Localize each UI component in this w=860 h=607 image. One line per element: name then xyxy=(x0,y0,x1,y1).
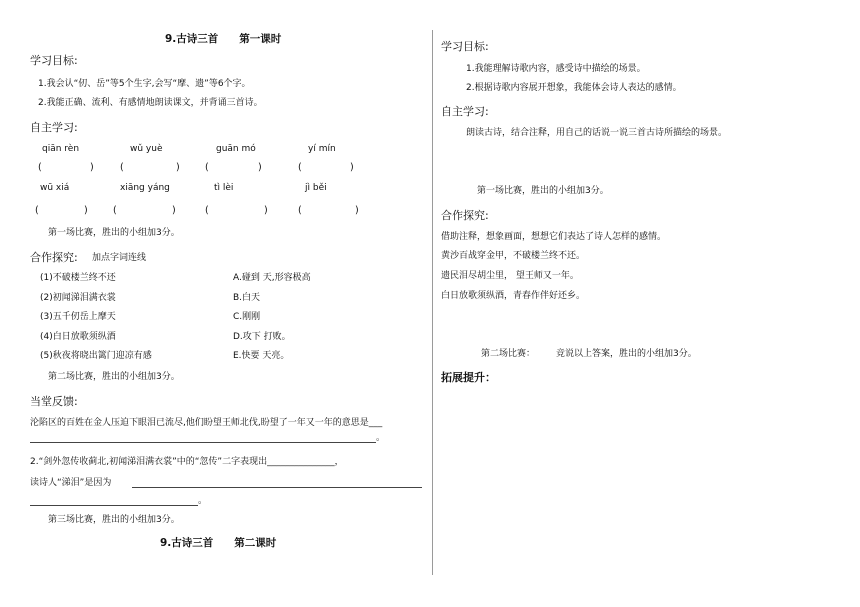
answer-paren-close: ) xyxy=(264,205,268,216)
answer-line[interactable] xyxy=(132,487,422,488)
cooperation-text: 借助注释，想象画面，想想它们表达了诗人怎样的感情。 xyxy=(441,232,667,242)
answer-paren-close: ) xyxy=(176,162,180,173)
self-study-heading: 自主学习: xyxy=(441,105,489,118)
feedback-question-2: 2.“剑外忽传收蓟北,初闻涕泪满衣裳”中的“忽传”二字表现出_______________， xyxy=(30,457,344,467)
column-divider xyxy=(432,30,433,575)
pinyin-label: xiāng yáng xyxy=(120,183,170,193)
pinyin-label: tì lèi xyxy=(214,183,234,193)
contest-1-note: 第一场比赛，胜出的小组加3分。 xyxy=(48,228,180,238)
answer-paren-open: ( xyxy=(205,205,209,216)
match-left-item: (5)秋夜将晓出篱门迎凉有感 xyxy=(40,351,152,361)
poem-line: 黄沙百战穿金甲，不破楼兰终不还。 xyxy=(441,251,586,261)
cooperation-heading: 合作探究: xyxy=(30,251,78,264)
learning-goal-1: 1.我会认“仞、岳”等5个生字,会写“摩、遗”等6个字。 xyxy=(38,79,251,89)
feedback-heading: 当堂反馈: xyxy=(30,395,78,408)
learning-goals-heading: 学习目标: xyxy=(441,40,489,53)
match-right-item: C.刚刚 xyxy=(233,312,261,322)
pinyin-label: jì běi xyxy=(305,183,327,193)
answer-paren-open: ( xyxy=(113,205,117,216)
answer-paren-close: ) xyxy=(258,162,262,173)
match-left-item: (4)白日放歌须纵酒 xyxy=(40,332,116,342)
pinyin-label: wǔ yuè xyxy=(130,144,163,154)
contest-3-note: 第三场比赛，胜出的小组加3分。 xyxy=(48,515,180,525)
match-left-item: (2)初闻涕泪满衣裳 xyxy=(40,293,116,303)
answer-paren-open: ( xyxy=(205,162,209,173)
pinyin-label: qiān rèn xyxy=(42,144,80,154)
contest-2-note: 第二场比赛，胜出的小组加3分。 xyxy=(48,372,180,382)
feedback-question-2b: 读诗人“涕泪”是因为 xyxy=(30,478,112,488)
contest-2-note: 竞说以上答案，胜出的小组加3分。 xyxy=(556,349,697,359)
answer-paren-open: ( xyxy=(298,162,302,173)
lesson1-title: 9.古诗三首 第一课时 xyxy=(165,33,282,45)
answer-paren-close: ) xyxy=(350,162,354,173)
answer-line[interactable] xyxy=(30,442,376,443)
match-right-item: E.快要 天亮。 xyxy=(233,351,290,361)
question-2-end: 。 xyxy=(198,496,208,506)
cooperation-heading: 合作探究: xyxy=(441,209,489,222)
answer-paren-close: ) xyxy=(90,162,94,173)
question-1-end: 。 xyxy=(376,433,386,443)
match-left-item: (1)不破楼兰终不还 xyxy=(40,273,116,283)
answer-paren-close: ) xyxy=(355,205,359,216)
poem-line: 白日放歌须纵酒，青春作伴好还乡。 xyxy=(441,291,586,301)
match-right-item: D.攻下 打败。 xyxy=(233,332,291,342)
answer-paren-open: ( xyxy=(38,162,42,173)
match-left-item: (3)五千仞岳上摩天 xyxy=(40,312,116,322)
answer-line[interactable] xyxy=(30,505,198,506)
pinyin-label: yí mín xyxy=(308,144,336,154)
answer-paren-open: ( xyxy=(298,205,302,216)
learning-goal-2: 2.根据诗歌内容展开想象，我能体会诗人表达的感情。 xyxy=(466,83,682,93)
feedback-question-1: 沦陷区的百姓在金人压迫下眼泪已流尽,他们盼望王师北伐,盼望了一年又一年的意思是___ xyxy=(30,418,383,428)
match-right-item: B.白天 xyxy=(233,293,261,303)
learning-goal-2: 2.我能正确、流利、有感情地朗读课文，并背诵三首诗。 xyxy=(38,98,263,108)
self-study-text: 朗读古诗，结合注释，用自己的话说一说三首古诗所描绘的场景。 xyxy=(466,128,728,138)
contest-1-note: 第一场比赛，胜出的小组加3分。 xyxy=(477,186,609,196)
poem-line: 遗民泪尽胡尘里， 望王师又一年。 xyxy=(441,271,579,281)
cooperation-instruction: 加点字词连线 xyxy=(92,253,147,263)
learning-goals-heading: 学习目标: xyxy=(30,54,78,67)
answer-paren-close: ) xyxy=(172,205,176,216)
contest-2-label: 第二场比赛： xyxy=(481,349,536,359)
self-study-heading: 自主学习: xyxy=(30,121,78,134)
extension-heading: 拓展提升： xyxy=(441,371,496,384)
pinyin-label: wū xiá xyxy=(40,183,70,193)
answer-paren-open: ( xyxy=(120,162,124,173)
answer-paren-close: ) xyxy=(84,205,88,216)
learning-goal-1: 1.我能理解诗歌内容，感受诗中描绘的场景。 xyxy=(466,64,646,74)
match-right-item: A.碰到 天,形容极高 xyxy=(233,273,311,283)
answer-paren-open: ( xyxy=(35,205,39,216)
pinyin-label: guān mó xyxy=(216,144,256,154)
lesson2-title: 9.古诗三首 第二课时 xyxy=(160,537,277,549)
